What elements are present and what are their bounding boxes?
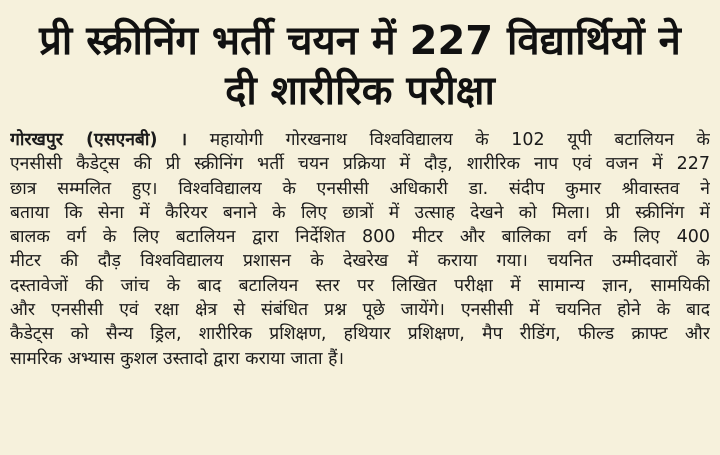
body-line-text: महायोगी गोरखनाथ विश्वविद्यालय के 102 यूपी बटालियन के [187, 130, 710, 150]
body-line: एनसीसी कैडेट्स की प्री स्क्रीनिंग भर्ती चयन प्रक्रिया में दौड़, शारीरिक नाप एवं वजन में 227 [10, 154, 710, 175]
body-line: कैडेट्स को सैन्य ड्रिल, शारीरिक प्रशिक्षण, हथियार प्रशिक्षण, मैप रीडिंग, फील्ड क्राफ्ट और [10, 324, 710, 345]
body-line: दस्तावेजों की जांच के बाद बटालियन स्तर पर लिखित परीक्षा में सामान्य ज्ञान, सामयिकी [10, 275, 710, 296]
headline-line-1: प्री स्क्रीनिंग भर्ती चयन में 227 विद्यार्थियों ने [39, 18, 681, 64]
body-line: छात्र सम्मलित हुए। विश्वविद्यालय के एनसीसी अधिकारी डा. संदीप कुमार श्रीवास्तव ने [10, 178, 710, 199]
article-headline [6, 16, 714, 116]
body-line: बालक वर्ग के लिए बटालियन द्वारा निर्देशित 800 मीटर और बालिका वर्ग के लिए 400 [10, 227, 710, 248]
body-line: और एनसीसी एवं रक्षा क्षेत्र से संबंधित प्रश्न पूछे जायेंगे। एनसीसी में चयनित होने के बाद [10, 300, 710, 321]
dateline: गोरखपुर (एसएनबी) । [10, 130, 188, 150]
headline-line-2: दी शारीरिक परीक्षा [225, 68, 495, 114]
body-line: मीटर की दौड़ विश्वविद्यालय प्रशासन के देखरेख में कराया गया। चयनित उम्मीदवारों के [10, 251, 710, 272]
body-line: सामरिक अभ्यास कुशल उस्तादो द्वारा कराया जाता हैं। [10, 348, 345, 369]
body-line [10, 128, 710, 152]
article-body [10, 128, 710, 371]
body-line: बताया कि सेना में कैरियर बनाने के लिए छात्रों में उत्साह देखने को मिला। प्री स्क्रीनिंग में [10, 202, 710, 223]
